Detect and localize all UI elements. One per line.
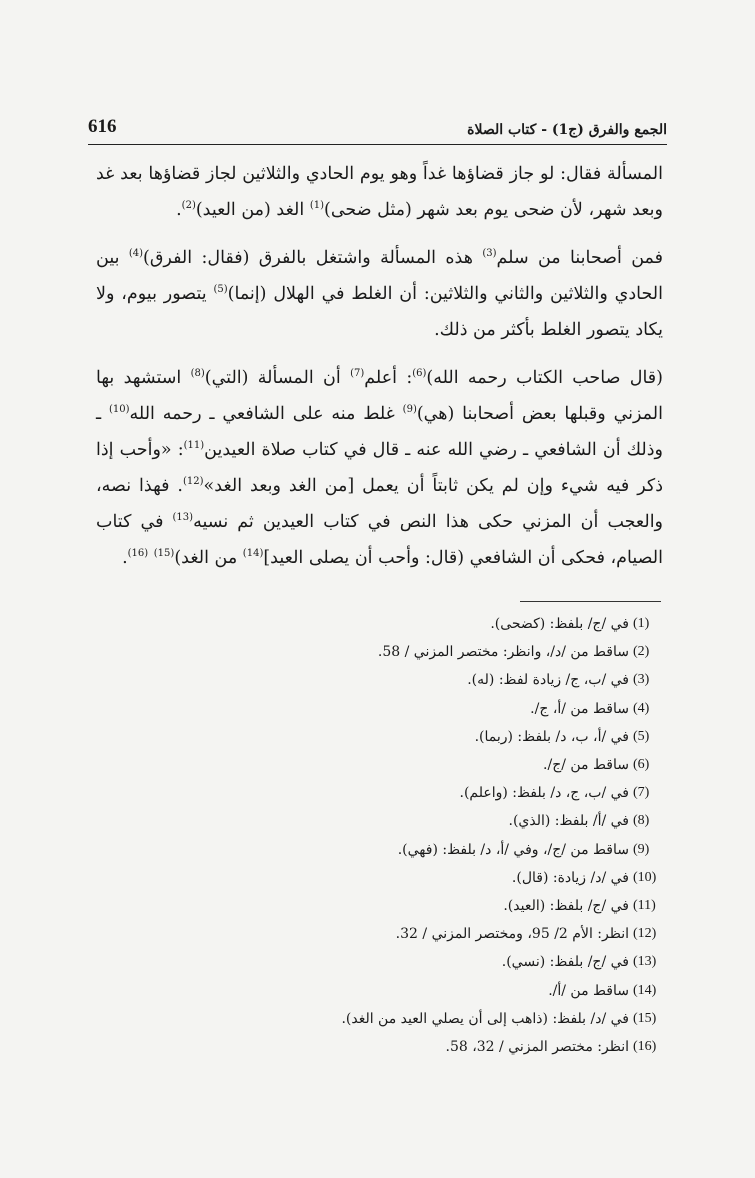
footnote-text: ساقط من /ج/، وفي /أ، د/ بلفظ: (فهي). xyxy=(397,841,629,858)
footnote-text: ساقط من /أ/. xyxy=(548,982,629,999)
footnote-text: ساقط من /ج/. xyxy=(543,757,629,774)
footnote-marker: (12) xyxy=(183,476,204,488)
footnote-marker: (7) xyxy=(350,368,365,380)
footnote-marker: (11) xyxy=(183,440,205,452)
footnote-number: (16) xyxy=(633,1039,657,1055)
paragraph-1: المسألة فقال: لو جاز قضاؤها غداً وهو يوم الحادي والثلاثين لجاز قضاؤها بعد غد وبعد شهر، لأن ضحى يوم بعد شهر (مثل ضحى)$^{(1)}$ الغد (من العيد)$^{(2)}$. xyxy=(96,164,663,220)
footnote-marker: (4) xyxy=(128,248,144,260)
footnote-number: (8) xyxy=(633,813,650,829)
footnote-marker: (1) xyxy=(309,200,324,212)
footnotes xyxy=(105,610,665,1061)
footnote-number: (14) xyxy=(633,982,657,998)
footnote-item xyxy=(105,948,665,976)
footnote-marker: (3) xyxy=(482,248,497,260)
footnote-text: في /أ، ب، د/ بلفظ: (ربما). xyxy=(474,728,629,745)
footnote-item xyxy=(105,977,665,1005)
footnote-text: انظر: مختصر المزني / 32، 58. xyxy=(445,1039,629,1056)
footnote-item xyxy=(105,723,665,751)
footnote-divider xyxy=(520,601,661,602)
footnote-marker: (5) xyxy=(213,284,228,296)
paragraph-3: (قال صاحب الكتاب رحمه الله)$^{(6)}$: أعلم$^{(7)}$ أن المسألة (التي)$^{(8)}$ استشهد بها المزني وقبلها بعض أصحابنا (هي)$^{(9)}$ غلط منه على الشافعي ـ رحمه الله$^{(10)}$ ـ وذلك أن الشافعي ـ رضي الله عنه ـ قال في كتاب صلاة العيدين$^{(11)}$: «وأحب إذا ذكر فيه شيء وإن لم يكن ثابتاً أن يعمل [من الغد وبعد الغد»$^{(12)}$. فهذا نصه، والعجب أن المزني حكى هذا النص في كتاب العيدين ثم نسيه$^{(13)}$ في كتاب الصيام، فحكى أن الشافعي (قال: وأحب أن يصلى العيد]$^{(14)}$ من الغد)$^{(15)}$ $^{(16)}$. xyxy=(96,368,664,568)
running-title: الجمع والفرق (ج1) - كتاب الصلاة xyxy=(467,122,667,138)
footnote-item xyxy=(105,638,665,666)
footnote-number: (6) xyxy=(633,757,650,773)
footnote-number: (15) xyxy=(633,1010,657,1026)
footnote-item xyxy=(105,864,665,892)
footnote-text: في /ج/ بلفظ: (نسي). xyxy=(501,954,629,971)
header-divider xyxy=(88,144,667,145)
footnote-number: (10) xyxy=(633,869,657,885)
footnote-text: في /د/ زيادة: (قال). xyxy=(511,869,629,886)
footnote-text: انظر: الأم 2/ 95، ومختصر المزني / 32. xyxy=(395,926,629,943)
footnote-item xyxy=(105,892,665,920)
footnote-item xyxy=(105,920,665,948)
footnote-number: (4) xyxy=(633,700,650,716)
footnote-number: (7) xyxy=(633,785,650,801)
footnote-number: (11) xyxy=(633,898,656,914)
footnote-item xyxy=(105,610,665,638)
footnote-marker: (10) xyxy=(108,404,130,416)
footnote-item xyxy=(105,666,665,694)
footnote-number: (2) xyxy=(633,644,650,660)
footnote-number: (5) xyxy=(633,728,650,744)
footnote-item xyxy=(105,751,665,779)
footnote-marker: (2) xyxy=(181,200,196,212)
footnote-text: في /د/ بلفظ: (ذاهب إلى أن يصلي العيد من الغد). xyxy=(341,1010,629,1027)
main-text xyxy=(96,156,663,588)
footnote-item xyxy=(105,836,665,864)
footnote-text: في /أ/ بلفظ: (الذي). xyxy=(508,813,629,830)
footnote-text: ساقط من /أ، ج/. xyxy=(530,700,629,717)
footnote-item xyxy=(105,1005,665,1033)
footnote-item xyxy=(105,1033,665,1061)
footnote-text: في /ب، ج، د/ بلفظ: (واعلم). xyxy=(459,785,629,802)
footnote-text: في /ج/ بلفظ: (كضحى). xyxy=(490,616,629,632)
footnote-number: (9) xyxy=(633,841,650,857)
footnote-item xyxy=(105,779,665,807)
page-number: 616 xyxy=(88,116,117,137)
paragraph-2: فمن أصحابنا من سلم$^{(3)}$ هذه المسألة واشتغل بالفرق (فقال: الفرق)$^{(4)}$ بين الحادي والثلاثين والثاني والثلاثين: أن الغلط في الهلال (إنما)$^{(5)}$ يتصور بيوم، ولا يكاد يتصور الغلط بأكثر من ذلك. xyxy=(96,248,663,340)
footnote-marker: (15) xyxy=(153,548,175,560)
footnote-marker: (8) xyxy=(190,368,205,380)
footnote-number: (13) xyxy=(633,954,657,970)
footnote-marker: (14) xyxy=(242,548,264,560)
footnote-text: في /ب، ج/ زيادة لفظ: (له). xyxy=(467,672,629,689)
footnote-marker: (9) xyxy=(402,404,417,416)
page-header xyxy=(88,116,667,138)
footnote-marker: (6) xyxy=(412,368,427,380)
footnote-item xyxy=(105,807,665,835)
footnote-number: (12) xyxy=(633,926,657,942)
footnote-number: (3) xyxy=(633,672,650,688)
footnote-marker: (13) xyxy=(172,512,194,524)
footnote-text: ساقط من /د/، وانظر: مختصر المزني / 58. xyxy=(377,644,629,661)
footnote-number: (1) xyxy=(633,616,650,631)
footnote-text: في /ج/ بلفظ: (العيد). xyxy=(503,898,629,915)
footnote-marker: (16) xyxy=(127,548,149,560)
footnote-item xyxy=(105,695,665,723)
